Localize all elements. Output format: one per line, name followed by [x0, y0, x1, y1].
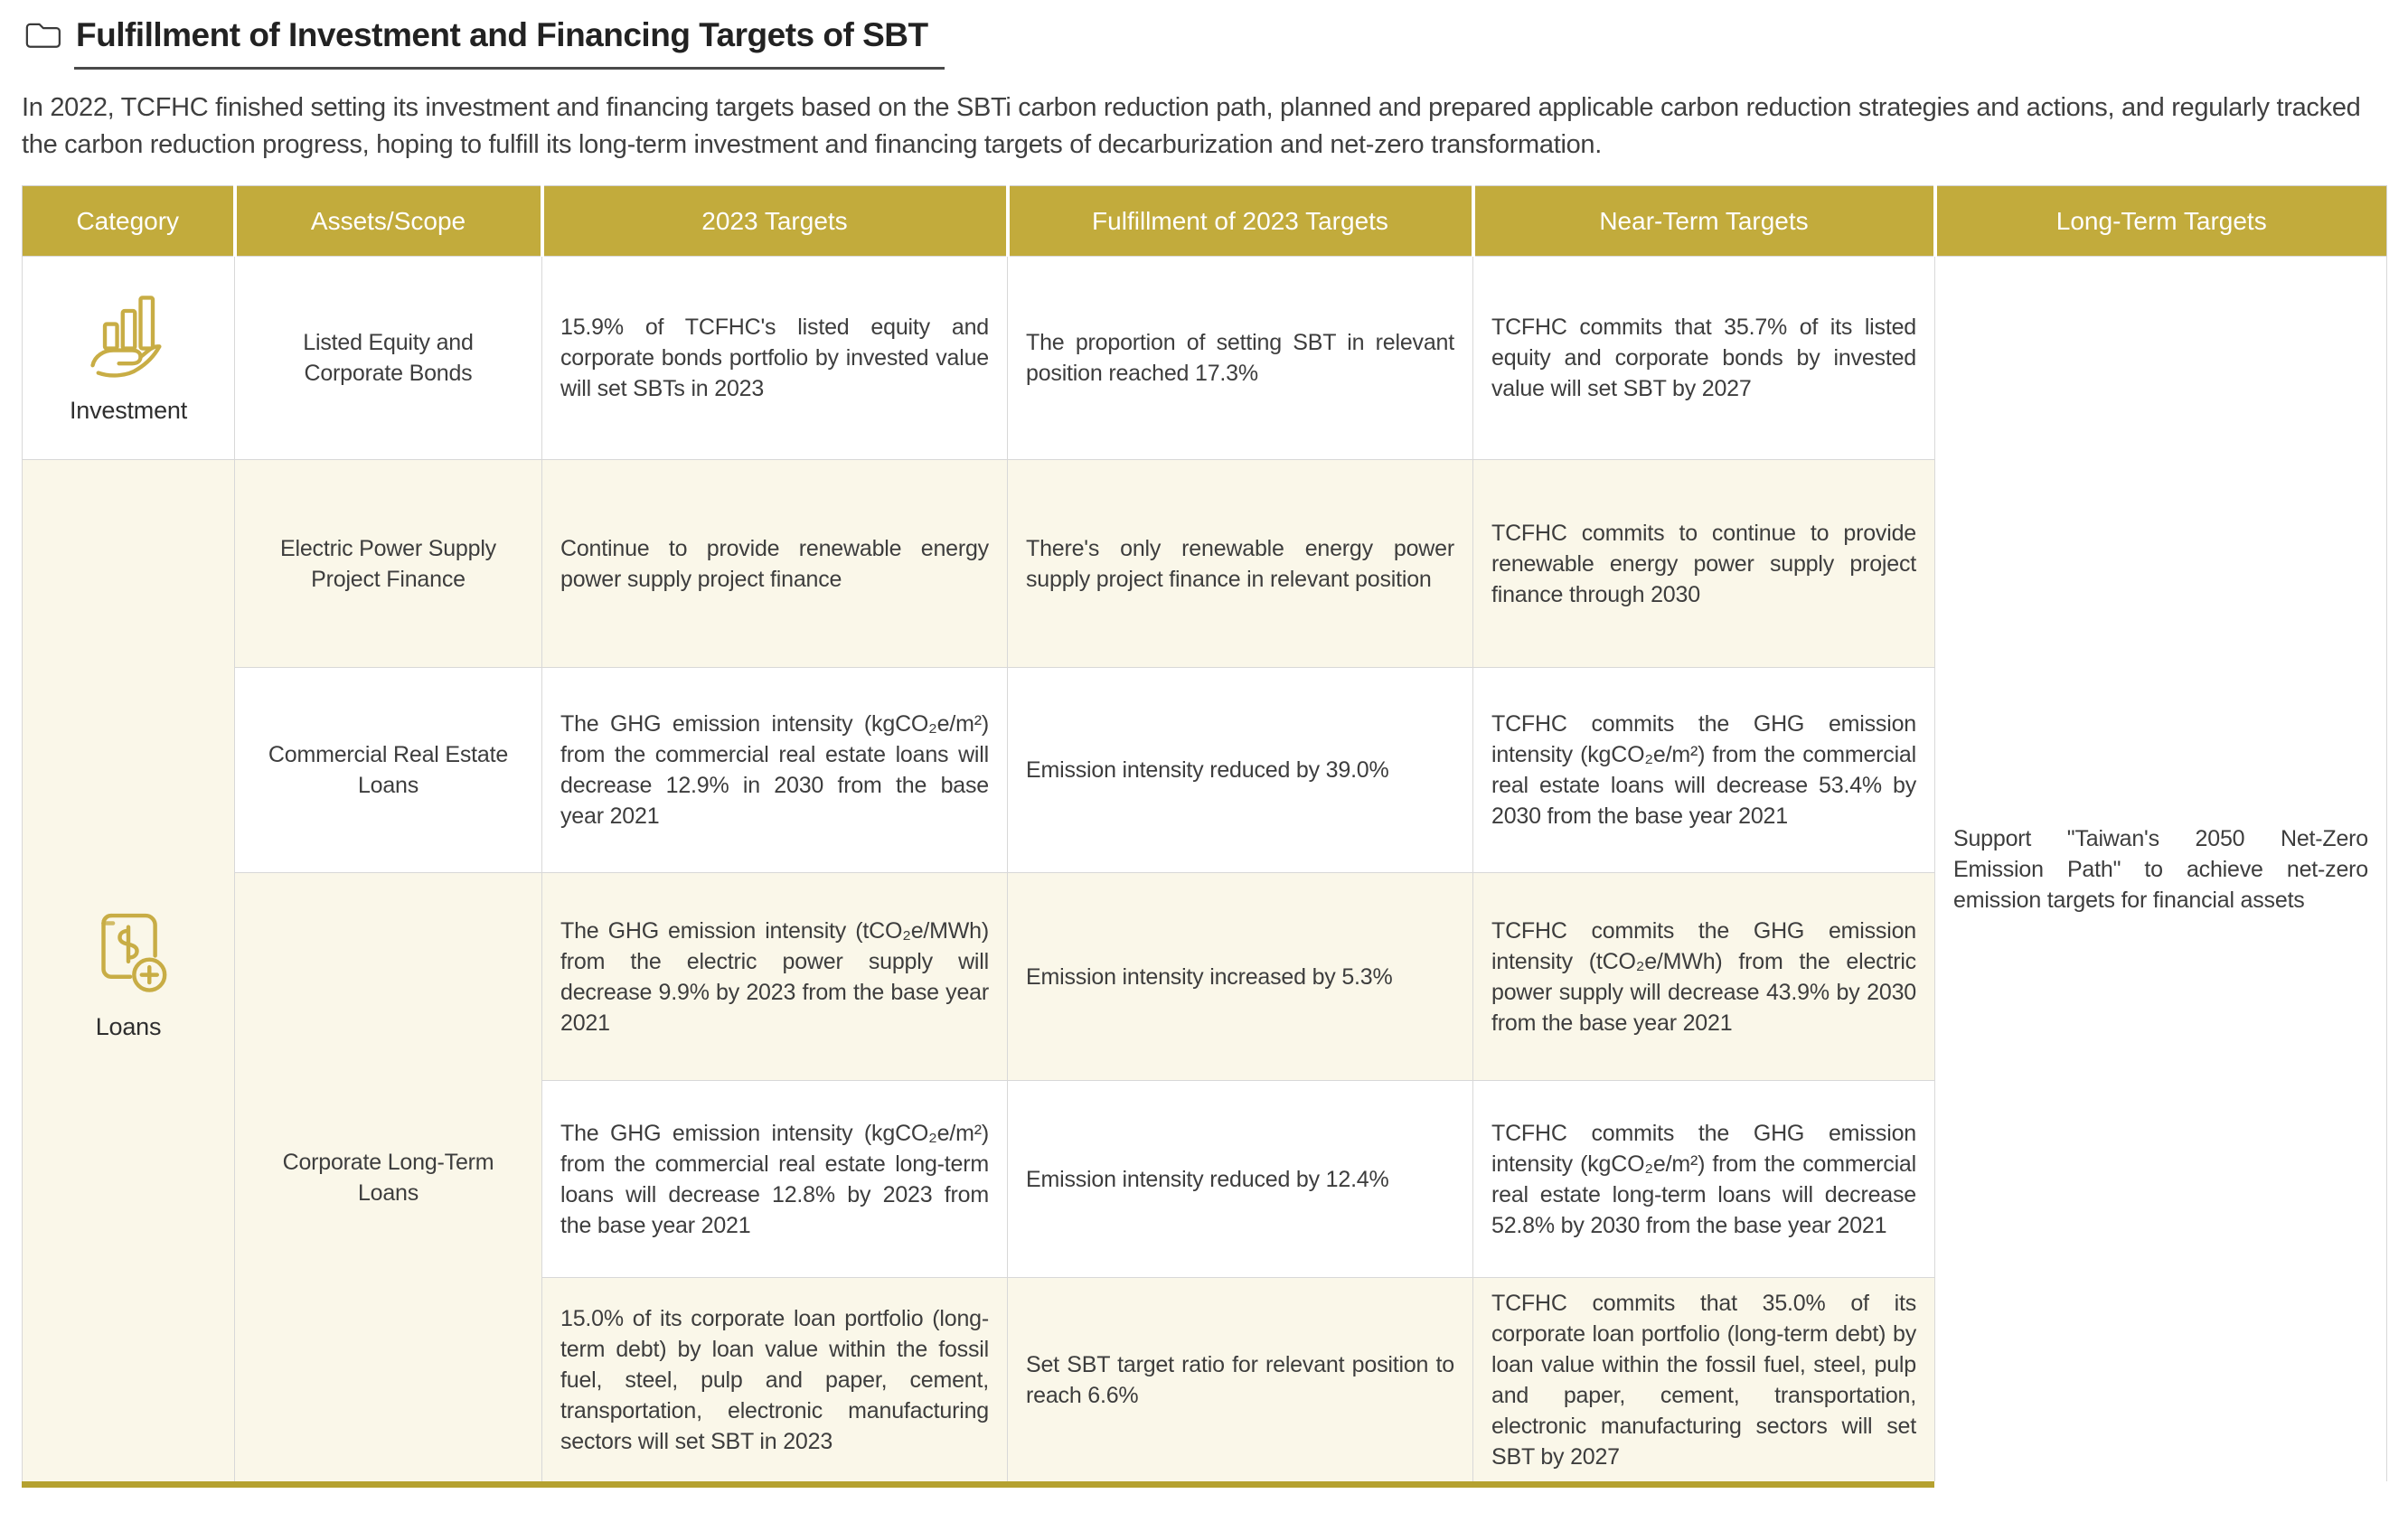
cell-2023-target-project-finance: Continue to provide renewable energy power supply project finance	[542, 460, 1008, 668]
intro-paragraph: In 2022, TCFHC finished setting its investment and financing targets based on the SBTi carbon reduction path, planned and prepared applicable carbon reduction strategies and actions, and regularly tracked the carbon reduction progress, hoping to fulfill its long-term investment and financing targets of decarburization and net-zero transformation.	[22, 93, 2361, 160]
column-header-2023-targets: 2023 Targets	[542, 186, 1008, 257]
table-header-row	[23, 186, 2387, 257]
table-row	[23, 257, 2387, 460]
cell-near-term-project-finance: TCFHC commits to continue to provide renewable energy power supply project finance through 2030	[1473, 460, 1935, 668]
cell-fulfillment-commercial-real-estate: Emission intensity reduced by 39.0%	[1008, 668, 1473, 873]
category-cell-loans	[23, 460, 235, 1485]
cell-near-term-electric-power-supply: TCFHC commits the GHG emission intensity (tCO₂e/MWh) from the electric power supply will decrease 43.9% by 2030 from the base year 2021	[1473, 873, 1935, 1081]
category-label-loans: Loans	[95, 1013, 162, 1041]
hand-holding-bar-chart-icon	[80, 362, 177, 388]
folder-icon	[24, 14, 61, 55]
cell-scope-electric-power-project-finance: Electric Power Supply Project Finance	[235, 460, 542, 668]
cell-near-term-commercial-real-estate: TCFHC commits the GHG emission intensity (kgCO₂e/m²) from the commercial real estate loans will decrease 53.4% by 2030 from the base year 2021	[1473, 668, 1935, 873]
page-title: Fulfillment of Investment and Financing Targets of SBT	[74, 14, 945, 70]
cell-2023-target-real-estate-long-term: The GHG emission intensity (kgCO₂e/m²) from the commercial real estate long-term loans will decrease 12.8% by 2023 from the base year 2021	[542, 1081, 1008, 1278]
column-header-assets-scope: Assets/Scope	[235, 186, 542, 257]
section-title-row	[24, 14, 2386, 70]
cell-near-term-listed-equity: TCFHC commits that 35.7% of its listed equity and corporate bonds by invested value will set SBT by 2027	[1473, 257, 1935, 460]
cell-2023-target-commercial-real-estate: The GHG emission intensity (kgCO₂e/m²) from the commercial real estate loans will decrease 12.9% in 2030 from the base year 2021	[542, 668, 1008, 873]
cell-scope-commercial-real-estate: Commercial Real Estate Loans	[235, 668, 542, 873]
cell-fulfillment-listed-equity: The proportion of setting SBT in relevant position reached 17.3%	[1008, 257, 1473, 460]
sbt-targets-table	[22, 185, 2387, 1488]
cell-2023-target-listed-equity: 15.9% of TCFHC's listed equity and corporate bonds portfolio by invested value will set SBTs in 2023	[542, 257, 1008, 460]
cell-near-term-sector-loan-portfolio: TCFHC commits that 35.0% of its corporate loan portfolio (long-term debt) by loan value within the fossil fuel, steel, pulp and paper, cement, transportation, electronic manufacturing sectors will set SBT by 2027	[1473, 1278, 1935, 1485]
column-header-category: Category	[23, 186, 235, 257]
cell-fulfillment-real-estate-long-term: Emission intensity reduced by 12.4%	[1008, 1081, 1473, 1278]
category-cell-investment	[23, 257, 235, 460]
cell-2023-target-electric-power-supply: The GHG emission intensity (tCO₂e/MWh) from the electric power supply will decrease 9.9% by 2023 from the base year 2021	[542, 873, 1008, 1081]
column-header-long-term: Long-Term Targets	[1935, 186, 2387, 257]
cell-long-term-targets: Support "Taiwan's 2050 Net-Zero Emission Path" to achieve net-zero emission targets for financial assets	[1935, 257, 2387, 1485]
cell-near-term-real-estate-long-term: TCFHC commits the GHG emission intensity (kgCO₂e/m²) from the commercial real estate long-term loans will decrease 52.8% by 2030 from the base year 2021	[1473, 1081, 1935, 1278]
cell-2023-target-sector-loan-portfolio: 15.0% of its corporate loan portfolio (long-term debt) by loan value within the fossil fuel, steel, pulp and paper, cement, transportation, electronic manufacturing sectors will set SBT in 2023	[542, 1278, 1008, 1485]
cell-fulfillment-electric-power-supply: Emission intensity increased by 5.3%	[1008, 873, 1473, 1081]
cell-fulfillment-sector-loan-portfolio: Set SBT target ratio for relevant position to reach 6.6%	[1008, 1278, 1473, 1485]
column-header-fulfillment: Fulfillment of 2023 Targets	[1008, 186, 1473, 257]
cell-scope-listed-equity: Listed Equity and Corporate Bonds	[235, 257, 542, 460]
cell-scope-corporate-long-term-loans: Corporate Long-Term Loans	[235, 873, 542, 1485]
column-header-near-term: Near-Term Targets	[1473, 186, 1935, 257]
category-label-investment: Investment	[69, 397, 188, 425]
cell-fulfillment-project-finance: There's only renewable energy power supply project finance in relevant position	[1008, 460, 1473, 668]
loan-document-plus-icon	[79, 979, 178, 1004]
